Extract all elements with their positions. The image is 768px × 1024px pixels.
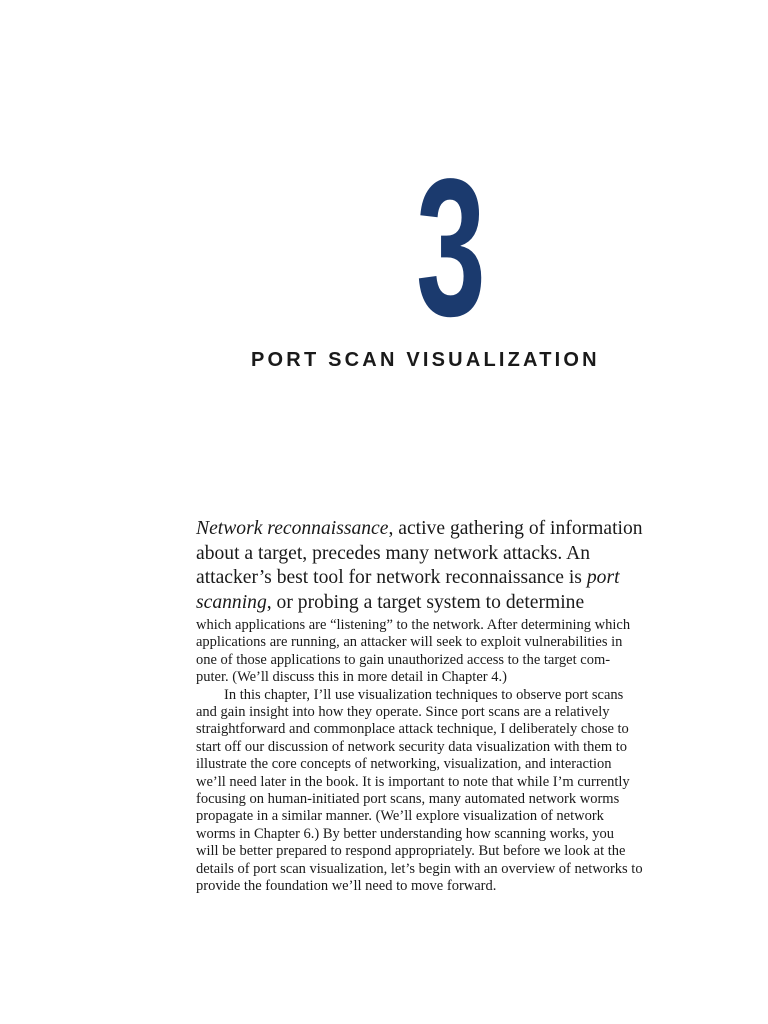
body-text	[196, 617, 696, 896]
p2-line: straightforward and commonplace attack technique, I deliberately chose to	[196, 721, 629, 738]
p2-line: we’ll need later in the book. It is important to note that while I’m currently	[196, 773, 630, 790]
lead-line-2: about a target, precedes many network attacks. An	[196, 542, 591, 564]
lead-line-1	[196, 517, 696, 542]
p2-line: and gain insight into how they operate. Since port scans are a relatively	[196, 704, 610, 721]
p2-line: propagate in a similar manner. (We’ll explore visualization of network	[196, 808, 604, 825]
p2-line: will be better prepared to respond appropriately. But before we look at the	[196, 843, 626, 860]
chapter-number: 3	[416, 138, 486, 357]
lead-term-scanning: scanning	[196, 591, 267, 613]
lead-line-3	[196, 566, 696, 591]
p1-line: which applications are “listening” to the network. After determining which	[196, 617, 631, 633]
lead-term-port: port	[586, 567, 620, 588]
lead-line-4-text: , or probing a target system to determine	[266, 591, 585, 613]
lead-line-1-text: , active gathering of information	[388, 518, 643, 539]
lead-paragraph	[196, 517, 696, 615]
p1-line: puter. (We’ll discuss this in more detail in Chapter 4.)	[196, 669, 507, 686]
p2-line: worms in Chapter 6.) By better understanding how scanning works, you	[196, 825, 615, 842]
p2-line: start off our discussion of network security data visualization with them to	[196, 738, 628, 755]
p2-line: illustrate the core concepts of networking, visualization, and interaction	[196, 756, 612, 773]
p1-line: one of those applications to gain unauthorized access to the target com-	[196, 651, 611, 668]
p1-line: applications are running, an attacker will seek to exploit vulnerabilities in	[196, 634, 623, 651]
p2-line: focusing on human-initiated port scans, many automated network worms	[196, 791, 620, 808]
p2-line: provide the foundation we’ll need to move forward.	[196, 878, 497, 895]
chapter-title: PORT SCAN VISUALIZATION	[251, 349, 600, 371]
lead-line-3-text: attacker’s best tool for network reconnaissance is	[196, 567, 587, 588]
p2-line: In this chapter, I’ll use visualization techniques to observe port scans	[224, 686, 624, 703]
lead-line-4	[196, 591, 696, 616]
lead-term-network-reconnaissance: Network reconnaissance	[196, 518, 389, 539]
p2-line: details of port scan visualization, let’s begin with an overview of networks to	[196, 860, 643, 877]
